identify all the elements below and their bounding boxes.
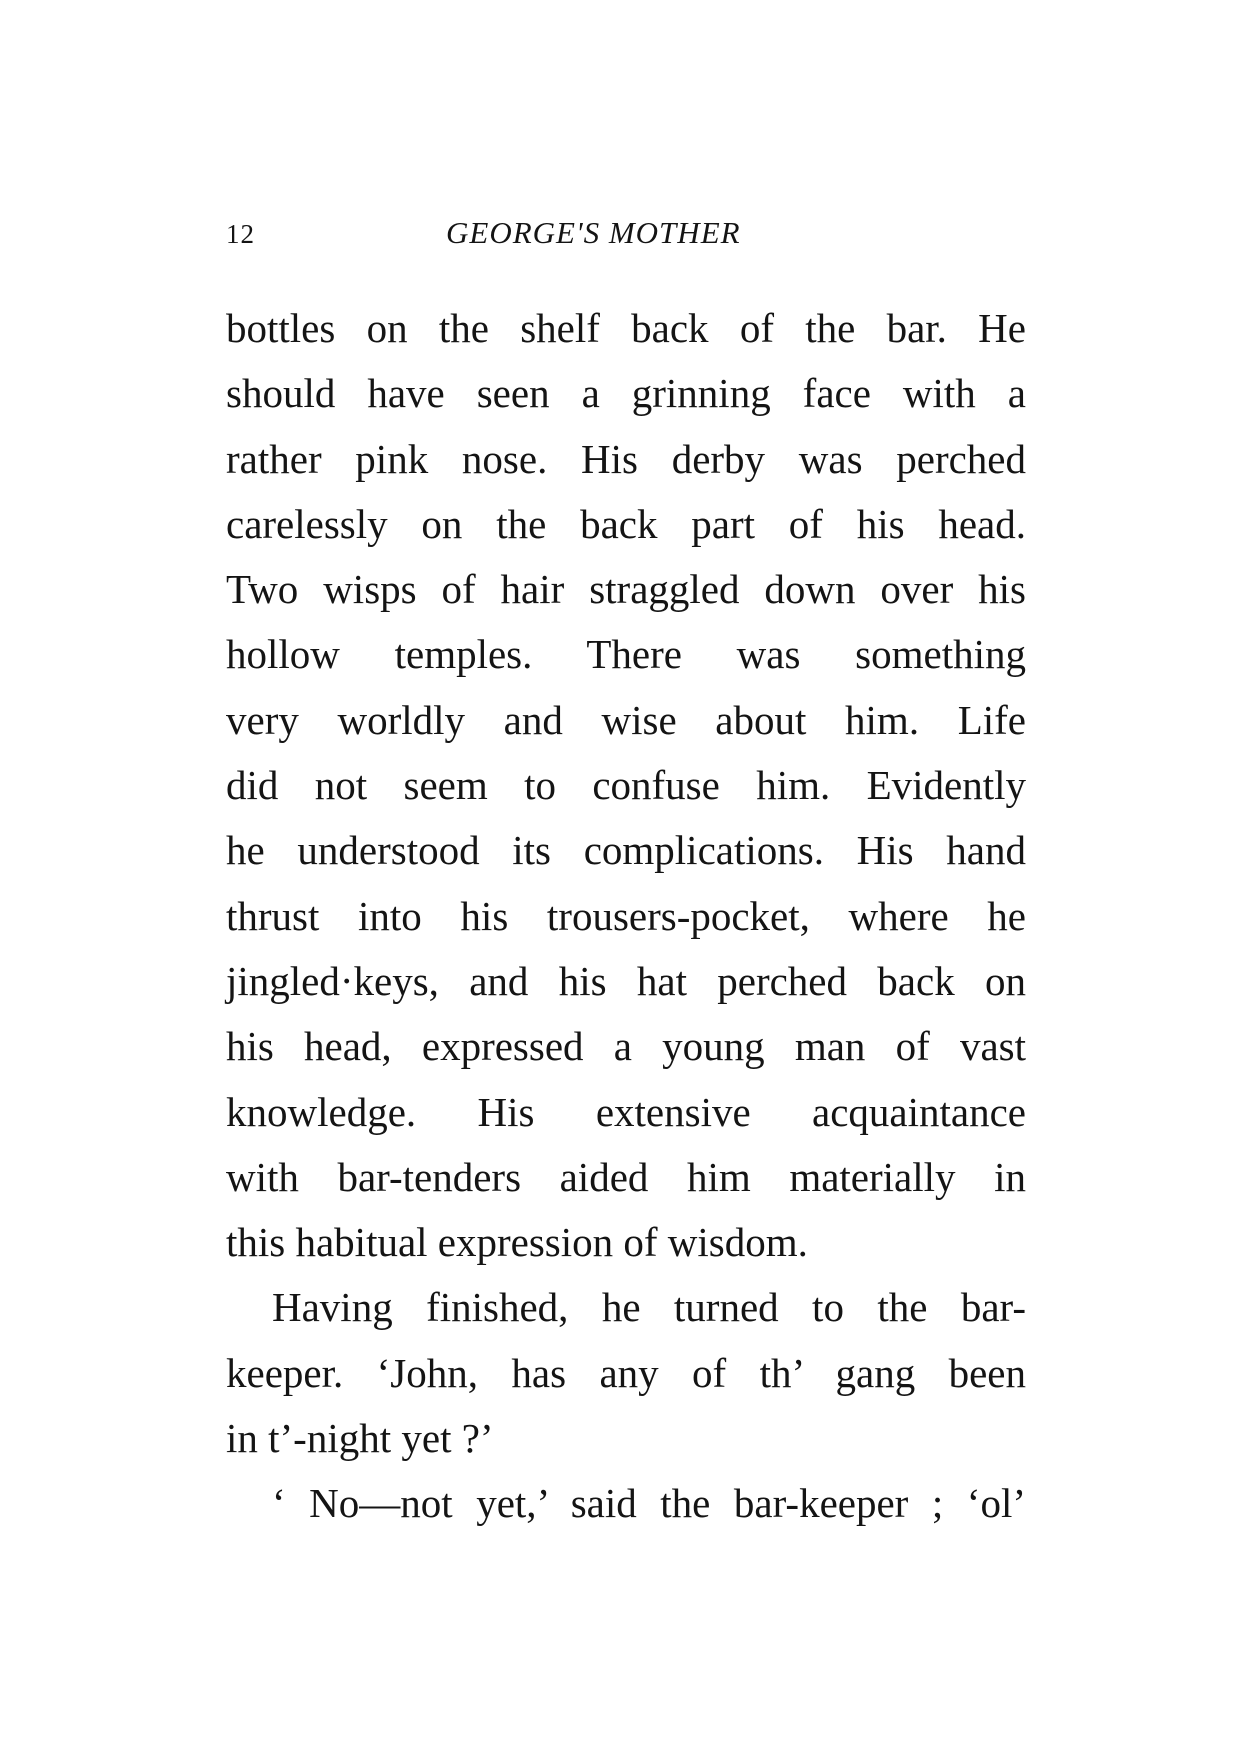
- text-line: rather pink nose. His derby was perched: [226, 435, 1026, 482]
- paragraph-start-line: Having finished, he turned to the bar-: [272, 1284, 1026, 1331]
- text-line: carelessly on the back part of his head.: [226, 500, 1026, 547]
- text-line: his head, expressed a young man of vast: [226, 1023, 1026, 1070]
- text-line: thrust into his trousers-pocket, where he: [226, 892, 1026, 939]
- body-text: [226, 296, 1026, 1537]
- text-line: bottles on the shelf back of the bar. He: [226, 305, 1026, 351]
- text-line: very worldly and wise about him. Life: [226, 696, 1026, 743]
- text-line: should have seen a grinning face with a: [226, 370, 1026, 417]
- running-title: GEORGE'S MOTHER: [446, 215, 741, 250]
- text-line: he understood its complications. His hand: [226, 827, 1026, 874]
- text-line: with bar-tenders aided him materially in: [226, 1153, 1026, 1200]
- paragraph-end-line: in t’-night yet ?’: [226, 1415, 494, 1462]
- text-line: jingled·keys, and his hat perched back on: [226, 957, 1026, 1004]
- text-line: keeper. ‘John, has any of th’ gang been: [226, 1349, 1026, 1396]
- running-head: [226, 215, 1026, 259]
- paragraph-end-line: this habitual expression of wisdom.: [226, 1219, 808, 1266]
- text-line: did not seem to confuse him. Evidently: [226, 762, 1026, 809]
- text-line: Two wisps of hair straggled down over his: [226, 566, 1026, 613]
- text-line: hollow temples. There was something: [226, 631, 1026, 678]
- page-number: 12: [226, 219, 255, 249]
- text-line: knowledge. His extensive acquaintance: [226, 1088, 1026, 1135]
- paragraph-start-line: ‘ No—not yet,’ said the bar-keeper ; ‘ol’: [272, 1480, 1026, 1527]
